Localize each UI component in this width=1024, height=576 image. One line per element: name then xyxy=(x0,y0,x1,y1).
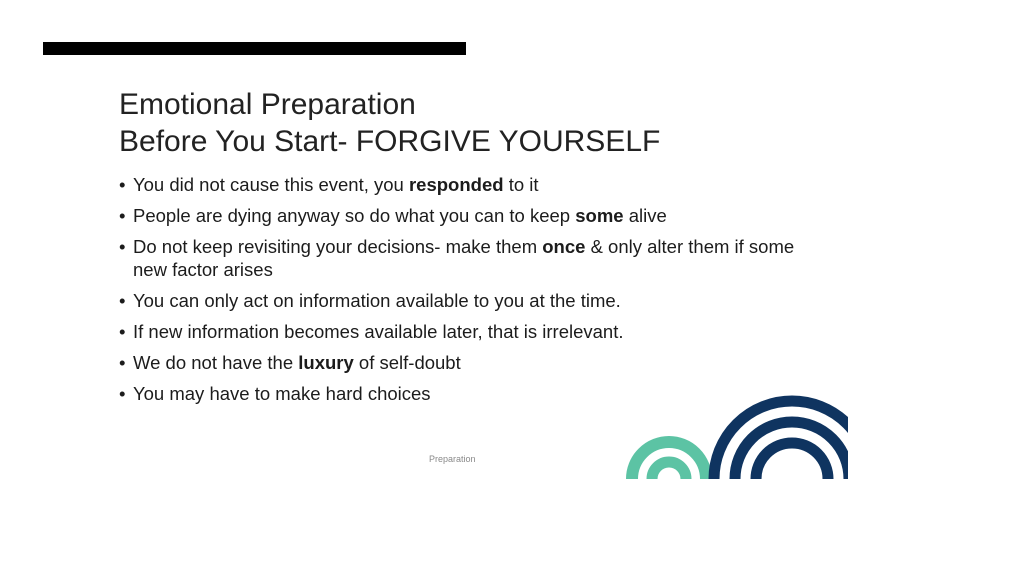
bullet-item xyxy=(119,351,799,374)
top-accent-bar xyxy=(43,42,466,55)
slide-title xyxy=(119,86,819,160)
slide-footer: Preparation xyxy=(429,454,476,464)
navy-arc-inner xyxy=(756,443,828,480)
bullet-text: to it xyxy=(503,174,539,195)
bullet-list xyxy=(119,173,799,413)
bullet-text: You can only act on information available to you at the time. xyxy=(133,290,621,311)
bullet-text: People are dying anyway so do what you can to keep xyxy=(133,205,576,226)
bullet-emphasis: responded xyxy=(408,174,504,195)
bullet-text: alive xyxy=(623,205,667,226)
title-line-2: Before You Start- FORGIVE YOURSELF xyxy=(119,125,661,158)
bullet-item xyxy=(119,173,799,196)
bullet-item xyxy=(119,235,799,281)
decorative-arcs xyxy=(600,380,860,480)
bullet-text: You did not cause this event, you xyxy=(133,174,409,195)
bullet-text: You may have to make hard choices xyxy=(133,383,431,404)
bullet-text: If new information becomes available later, that is irrelevant. xyxy=(133,321,624,342)
bullet-text: & only alter them if some new factor arises xyxy=(133,236,795,280)
bullet-item xyxy=(119,289,799,312)
bullet-text: We do not have the xyxy=(133,352,299,373)
bullet-text: of self-doubt xyxy=(353,352,461,373)
bullet-emphasis: once xyxy=(542,236,586,257)
bullet-emphasis: some xyxy=(575,205,624,226)
bullet-emphasis: luxury xyxy=(298,352,354,373)
teal-arc-inner xyxy=(652,462,686,480)
bullet-item xyxy=(119,320,799,343)
title-line-1: Emotional Preparation xyxy=(119,88,416,121)
bullet-text: Do not keep revisiting your decisions- make them xyxy=(133,236,543,257)
bullet-item xyxy=(119,204,799,227)
